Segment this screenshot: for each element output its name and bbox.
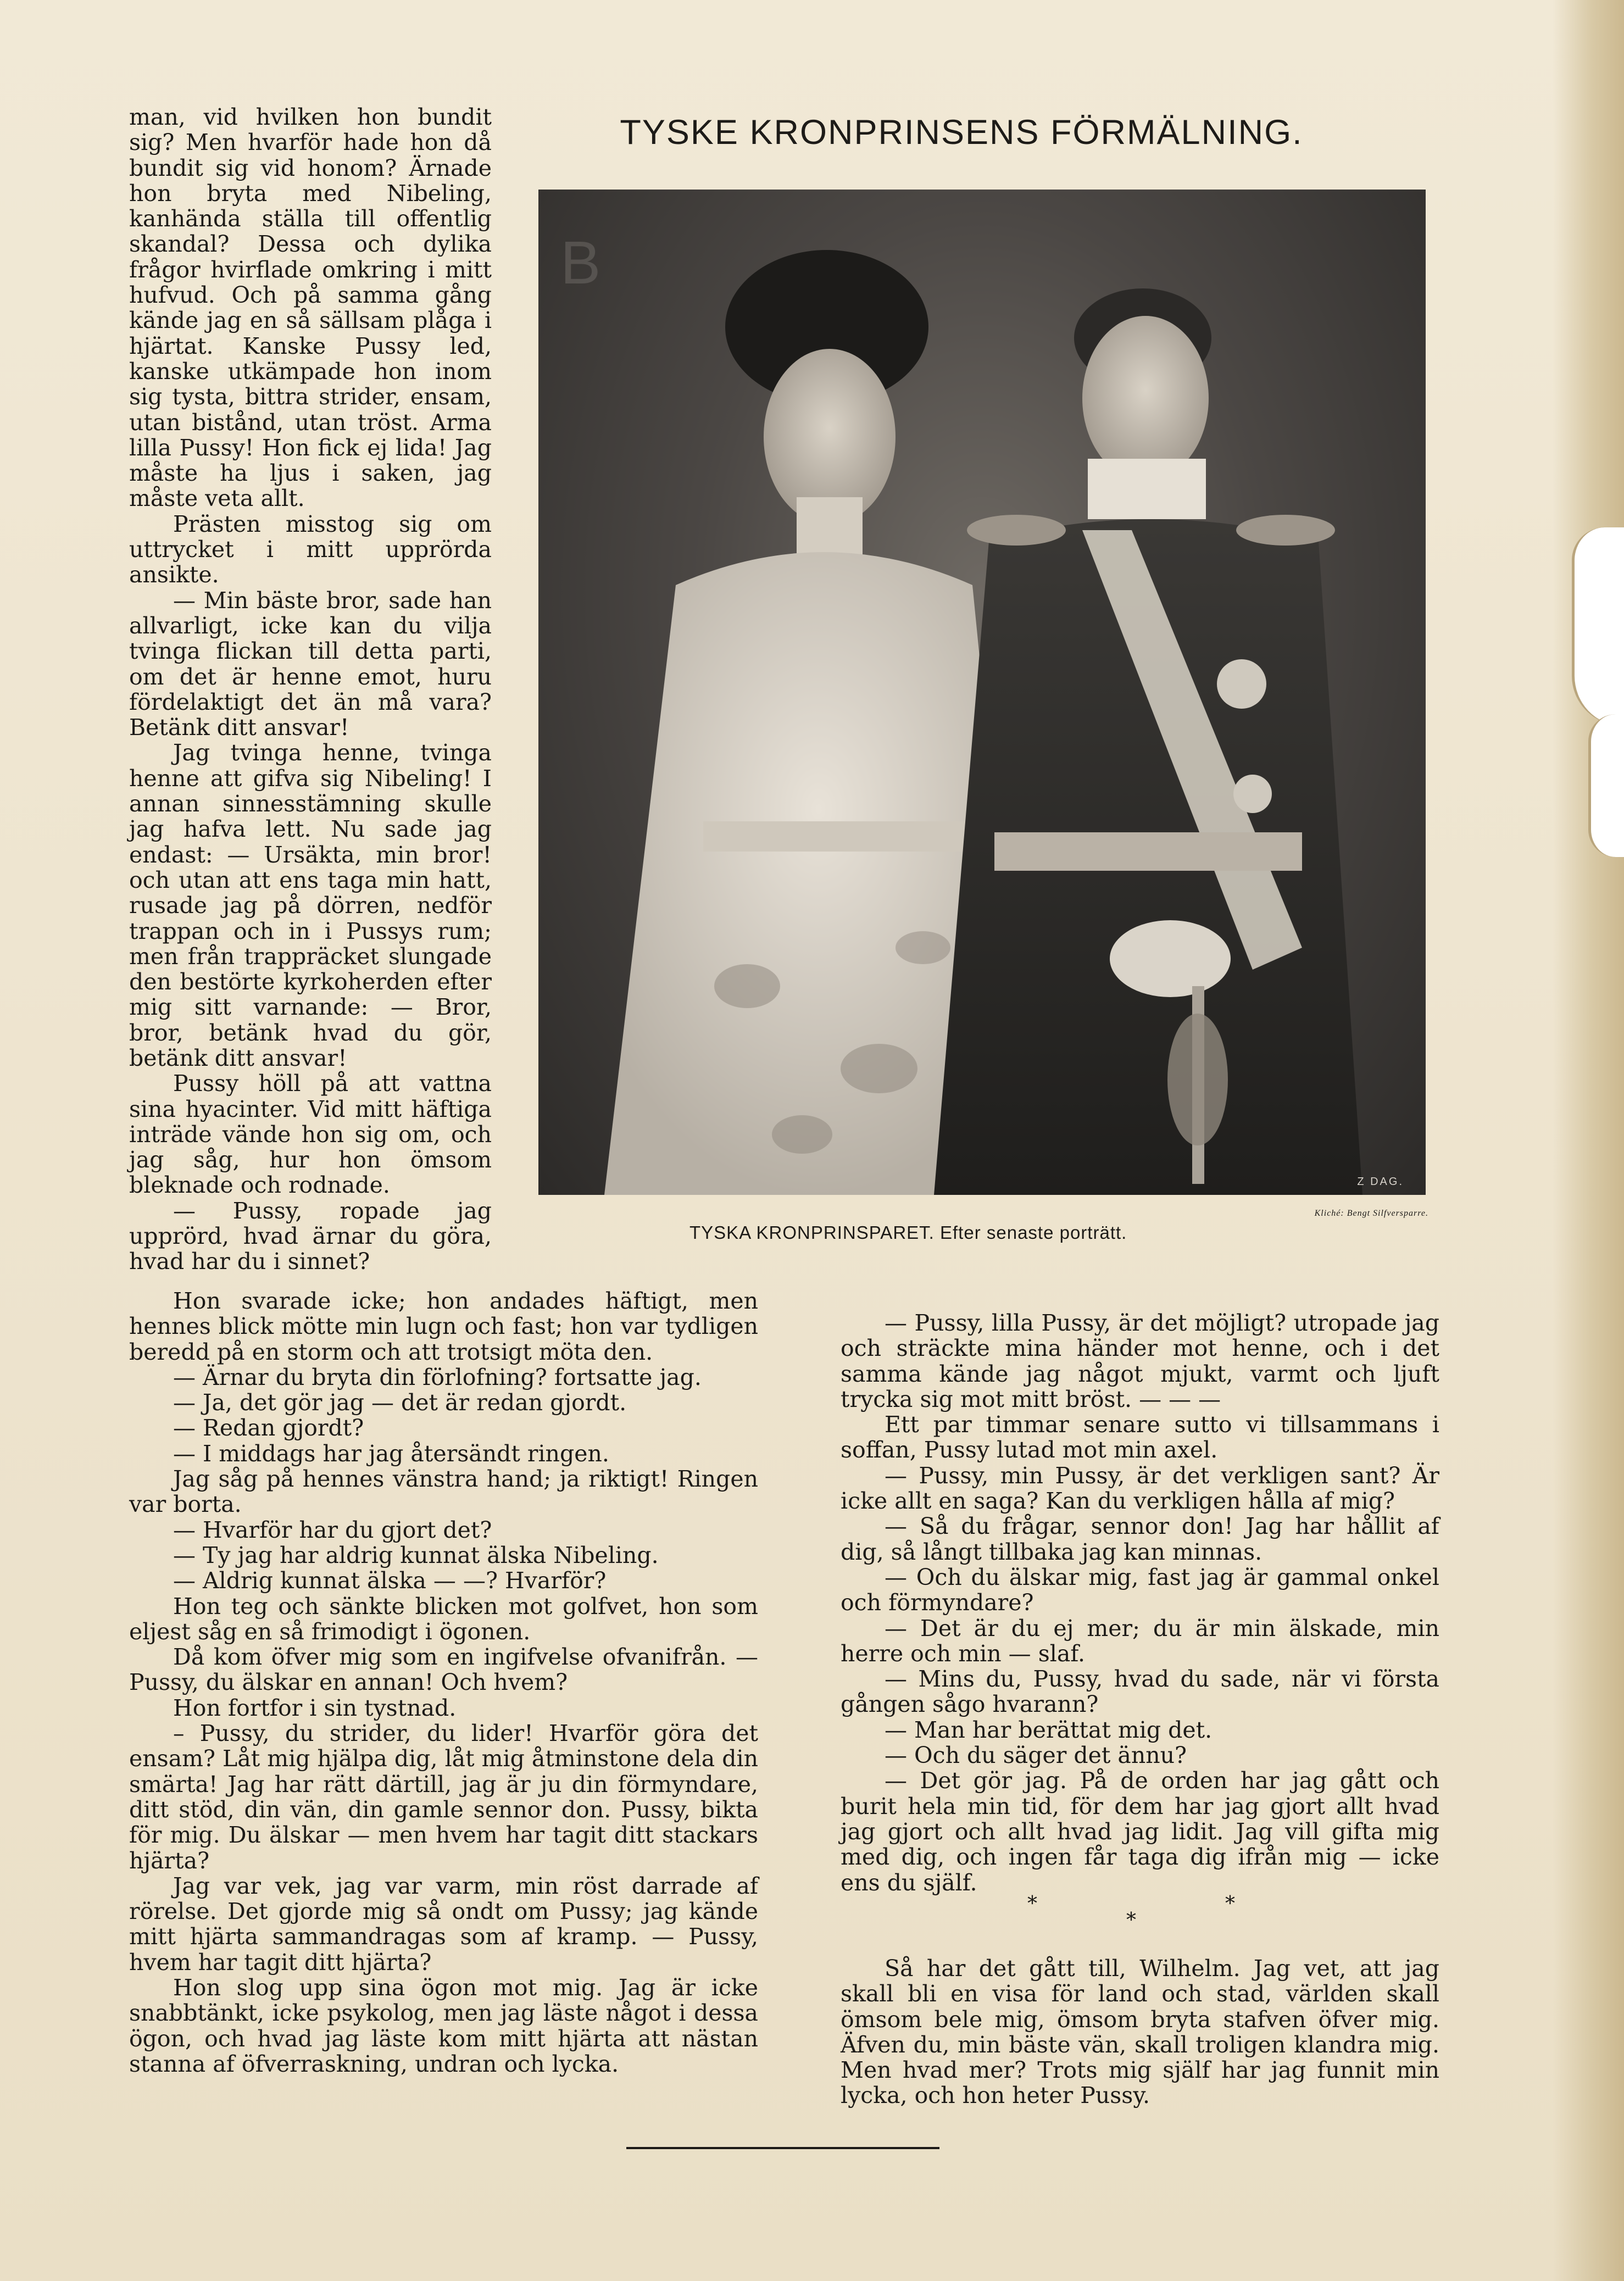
paragraph: Hon svarade icke; hon andades häftigt, men hennes blick mötte min lugn och fast; hon var tydligen beredd på en storm och att trotsigt möta den. — [129, 1288, 758, 1365]
section-break — [1027, 1893, 1258, 1932]
photo-caption — [689, 1222, 1360, 1243]
end-rule — [626, 2147, 939, 2149]
paragraph: — Min bäste bror, sade han allvarligt, icke kan du vilja tvinga flickan till detta parti, om det är henne emot, huru fördelaktigt det än må vara? Betänk ditt ansvar! — [129, 587, 492, 741]
paragraph: — Pussy, lilla Pussy, är det möjligt? utropade jag och sträckte mina händer mot henne, och i det samma kände jag något mjukt, varmt och ljuft trycka sig mot mitt bröst. — — — — [841, 1310, 1439, 1412]
paragraph: Jag var vek, jag var varm, min röst darrade af rörelse. Det gjorde mig så ondt om Pussy; jag kände mitt hjärta sammandragas som af kramp. — Pussy, hvem har tagit ditt hjärta? — [129, 1872, 758, 1976]
paragraph: — I middags har jag återsändt ringen. — [173, 1440, 609, 1467]
paragraph: Ett par timmar senare sutto vi tillsammans i soffan, Pussy lutad mot min axel. — [841, 1411, 1439, 1464]
order-star — [1233, 775, 1272, 813]
portrait-photo — [538, 190, 1426, 1195]
man-face — [1082, 316, 1209, 481]
man-collar — [1088, 459, 1206, 519]
paragraph: Prästen misstog sig om uttrycket i mitt upprörda ansikte. — [129, 510, 492, 588]
photo-watermark: B — [560, 229, 601, 297]
paragraph: — Aldrig kunnat älska — —? Hvarför? — [173, 1567, 607, 1594]
dress-belt — [703, 821, 967, 852]
portrait-illustration — [538, 190, 1426, 1195]
paragraph: — Och du säger det ännu? — [885, 1742, 1187, 1769]
paragraph: Hon fortfor i sin tystnad. — [173, 1694, 457, 1721]
left-column-top — [129, 104, 492, 1275]
paragraph: — Man har berättat mig det. — [885, 1716, 1213, 1743]
paragraph: — Pussy, ropade jag upprörd, hvad ärnar du göra, hvad har du i sinnet? — [129, 1197, 492, 1275]
sword-tassel — [1167, 1014, 1228, 1145]
paragraph: Jag tvinga henne, tvinga henne att gifva sig Nibeling! I annan sinnesstämning skulle jag hafva lett. Nu sade jag endast: — Ursäkta, min bror! och utan att ens taga min hatt, rusade jag på dörren, nedför trappan och in i Pussys rum; men från trappräcket slungade den bestörte kyrkoherden efter mig sitt varnande: — Bror, bror, betänk hvad du gör, betänk ditt ansvar! — [129, 739, 492, 1071]
paragraph: Jag såg på hennes vänstra hand; ja riktigt! Ringen var borta. — [129, 1466, 758, 1518]
paragraph: — Och du älskar mig, fast jag är gammal onkel och förmyndare? — [841, 1564, 1439, 1616]
paragraph: — Ja, det gör jag — det är redan gjordt. — [173, 1389, 627, 1416]
right-column — [841, 1310, 1439, 1895]
caption-label: TYSKA KRONPRINSPARET. — [689, 1222, 935, 1243]
closing-paragraph: Så har det gått till, Wilhelm. Jag vet, att jag skall bli en visa för land och stad, världen skall ömsom bele mig, ömsom bryta stafven öfver mig. Äfven du, min bäste vän, skall troligen klandra mig. Men hvad mer? Trots mig själf har jag funnit min lycka, och hon heter Pussy. — [841, 1955, 1439, 2109]
asterisk: * — [1126, 1909, 1136, 1932]
paragraph: — Mins du, Pussy, hvad du sade, när vi första gången sågo hvarann? — [841, 1666, 1439, 1718]
paragraph: Hon teg och sänkte blicken mot golfvet, hon som eljest såg en så frimodigt i ögonen. — [129, 1593, 758, 1645]
epaulette — [967, 515, 1066, 546]
paragraph: — Ärnar du bryta din förlofning? fortsatte jag. — [173, 1364, 702, 1390]
paragraph: – Pussy, du strider, du lider! Hvarför göra det ensam? Låt mig hjälpa dig, låt mig åtminstone dela din smärta! Jag har rätt därtill, jag är ju din förmyndare, ditt stöd, din vän, din gamle sennor don. Pussy, bikta för mig. Du älskar — men hvem har tagit ditt stackars hjärta? — [129, 1720, 758, 1874]
order-star — [1217, 659, 1266, 709]
paragraph: Då kom öfver mig som en ingifvelse ofvanifrån. — Pussy, du älskar en annan! Och hvem? — [129, 1644, 758, 1696]
epaulette — [1236, 515, 1335, 546]
asterisk: * — [1225, 1893, 1235, 1915]
photo-credit: Kliché: Bengt Silfversparre. — [1314, 1209, 1428, 1218]
page-tear — [1588, 714, 1624, 857]
paragraph: Pussy höll på att vattna sina hyacinter. Vid mitt häftiga inträde vände hon sig om, och jag såg, hur hon ömsom bleknade och rodnade. — [129, 1070, 492, 1199]
gloves — [1110, 920, 1231, 997]
page-tear — [1572, 527, 1624, 725]
closing-column — [841, 1956, 1439, 2108]
paragraph: — Hvarför har du gjort det? — [173, 1516, 492, 1543]
paragraph: — Det är du ej mer; du är min älskade, min herre och min — slaf. — [841, 1615, 1439, 1667]
paragraph: man, vid hvilken hon bundit sig? Men hvarför hade hon då bundit sig vid honom? Ärnade hon bryta med Nibeling, kanhända ställa till offentlig skandal? Dessa och dylika frågor hvirflade omkring i mitt hufvud. Och på samma gång kände jag en så sällsam plåga i hjärtat. Kanske Pussy led, kanske utkämpade hon inom sig tysta, bittra strider, ensam, utan bistånd, utan tröst. Arma lilla Pussy! Hon fick ej lida! Jag måste ha ljus i saken, jag måste veta allt. — [129, 104, 492, 512]
article-heading: TYSKE KRONPRINSENS FÖRMÄLNING. — [620, 113, 1303, 152]
paragraph: — Ty jag har aldrig kunnat älska Nibeling. — [173, 1542, 659, 1568]
paragraph: — Redan gjordt? — [173, 1415, 364, 1442]
torn-page-edge — [1553, 0, 1624, 2281]
paragraph: — Så du frågar, sennor don! Jag har hållit af dig, så långt tillbaka jag kan minnas. — [841, 1513, 1439, 1565]
asterisk: * — [1027, 1893, 1037, 1915]
paragraph: — Pussy, min Pussy, är det verkligen sant? Är icke allt en saga? Kan du verkligen hålla af mig? — [841, 1462, 1439, 1515]
uniform-belt — [994, 832, 1302, 871]
caption-note: Efter senaste porträtt. — [940, 1222, 1127, 1243]
paragraph: — Det gör jag. På de orden har jag gått och burit hela min tid, för dem har jag gjort allt hvad jag gjort och allt hvad jag lidit. Jag vill gifta mig med dig, och ingen får taga dig ifrån mig — icke ens du själf. — [841, 1767, 1439, 1896]
paragraph: Hon slog upp sina ögon mot mig. Jag är icke snabbtänkt, icke psykolog, men jag läste något i dessa ögon, och hvad jag läste kom mitt hjärta att nästan stanna af öfverraskning, undran och lycka. — [129, 1974, 758, 2077]
photo-studio-mark: Z DAG. — [1357, 1176, 1404, 1188]
left-column-bottom — [129, 1288, 758, 2077]
